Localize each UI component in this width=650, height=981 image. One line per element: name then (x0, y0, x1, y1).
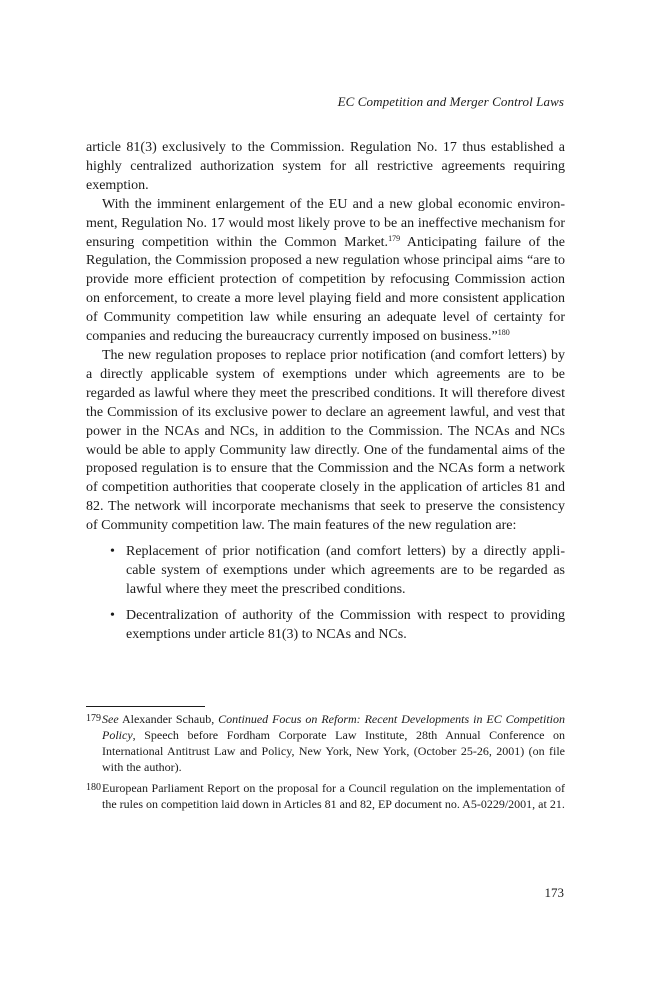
footnotes (86, 711, 565, 817)
paragraph-2-part-a: With the imminent enlargement of the EU and a new global economic environment, Regulation No. 17 would most likely prove to be an ineffective mechanism for ensuring competition within the Common Market. (86, 196, 565, 250)
list-item-text: Replacement of prior notification (and comfort letters) by a directly applicable system of exemptions under which agreements are to be regarded as lawful where they meet the prescribed conditions. (126, 544, 565, 597)
list-item (86, 607, 565, 645)
footnote-number: 180 (86, 782, 101, 793)
paragraph-1: article 81(3) exclusively to the Commission. Regulation No. 17 thus established a highly centralized authorization system for all restrictive agreements requiring exemption. (86, 140, 565, 193)
running-head: EC Competition and Merger Control Laws (337, 94, 564, 109)
footnote-text: European Parliament Report on the proposal for a Council regulation on the implementation of the rules on competition laid down in Articles 81 and 82, EP document no. A5-0229/2001, at 21. (102, 781, 565, 811)
bullet-icon: • (110, 607, 115, 623)
bullet-icon: • (110, 544, 115, 560)
footnote-180 (86, 780, 565, 812)
body-text (86, 139, 565, 652)
footnote-ref-179: 179 (388, 233, 401, 243)
footnote-179 (86, 711, 565, 775)
page-number: 173 (544, 885, 564, 900)
feature-list (86, 543, 565, 645)
footnote-see: See (102, 712, 119, 726)
footnote-title: Continued Focus on Reform: Recent Developments in EC Competition Policy (102, 712, 566, 742)
list-item-text: Decentralization of authority of the Commission with respect to providing exemptions under article 81(3) to NCAs and NCs. (126, 607, 565, 642)
footnote-ref-180: 180 (497, 328, 510, 338)
footnote-divider (86, 706, 205, 707)
footnote-number: 179 (86, 713, 101, 724)
paragraph-2 (86, 196, 565, 347)
footnote-rest: , Speech before Fordham Corporate Law Institute, 28th Annual Conference on International Antitrust Law and Policy, New York, New York, (October 25-26, 2001) (on file with the author). (102, 728, 565, 774)
footnote-author: Alexander Schaub, (118, 712, 219, 726)
paragraph-3: The new regulation proposes to replace prior notification (and comfort letters) by a directly applicable system of exemptions under which agreements are to be regarded as lawful where they meet the prescribed conditions. It will therefore divest the Commission of its exclusive power to declare an agreement lawful, and vest that power in the NCAs and NCs, in addition to the Commission. The NCAs and NCs would be able to apply Community law directly. One of the fundamental aims of the proposed regulation is to ensure that the Commission and the NCAs form a network of competition authorities that cooperate closely in the application of articles 81 and 82. The network will incorporate mechanisms that seek to preserve the consistency of Community competition law. The main features of the new regulation are: (86, 347, 565, 534)
list-item (86, 543, 565, 600)
paragraph-2-part-b: Anticipating failure of the Regulation, the Commission proposed a new regulation whose principal aims “are to provide more efficient protection of competition by refocusing Commission action on enforcement, to create a more level playing field and more consistent application of Community competition law while ensuring an adequate level of certainty for companies and reducing the bureaucracy currently imposed on business.” (86, 234, 565, 345)
